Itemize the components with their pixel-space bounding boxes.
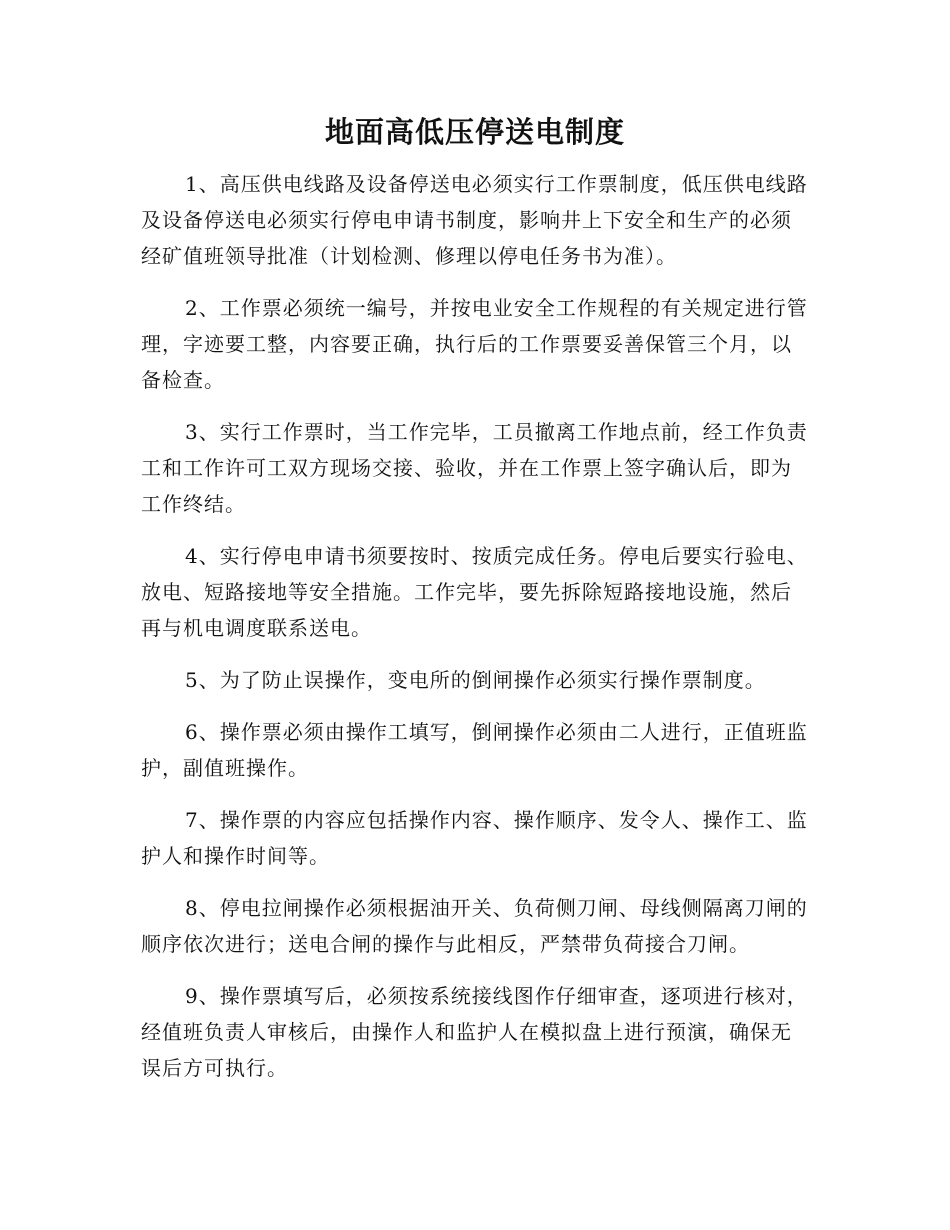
paragraph-9: 9、操作票填写后，必须按系统接线图作仔细审查，逐项进行核对，经值班负责人审核后，由操作人和监护人在模拟盘上进行预演，确保无误后方可执行。 <box>141 984 808 1080</box>
paragraph-1: 1、高压供电线路及设备停送电必须实行工作票制度，低压供电线路及设备停送电必须实行停电申请书制度，影响井上下安全和生产的必须经矿值班领导批准（计划检测、修理以停电任务书为准）。 <box>141 172 808 268</box>
paragraph-8: 8、停电拉闸操作必须根据油开关、负荷侧刀闸、母线侧隔离刀闸的顺序依次进行；送电合闸的操作与此相反，严禁带负荷接合刀闸。 <box>141 896 808 956</box>
paragraph-2: 2、工作票必须统一编号，并按电业安全工作规程的有关规定进行管理，字迹要工整，内容要正确，执行后的工作票要妥善保管三个月，以备检查。 <box>141 296 808 392</box>
paragraph-6: 6、操作票必须由操作工填写，倒闸操作必须由二人进行，正值班监护，副值班操作。 <box>141 720 808 780</box>
paragraph-4: 4、实行停电申请书须要按时、按质完成任务。停电后要实行验电、放电、短路接地等安全措施。工作完毕，要先拆除短路接地设施，然后再与机电调度联系送电。 <box>141 544 808 640</box>
paragraph-5: 5、为了防止误操作，变电所的倒闸操作必须实行操作票制度。 <box>185 668 766 692</box>
document-title: 地面高低压停送电制度 <box>324 115 625 149</box>
document-body <box>141 166 809 1086</box>
paragraph-7: 7、操作票的内容应包括操作内容、操作顺序、发令人、操作工、监护人和操作时间等。 <box>141 808 808 868</box>
paragraph-3: 3、实行工作票时，当工作完毕，工员撤离工作地点前，经工作负责工和工作许可工双方现场交接、验收，并在工作票上签字确认后，即为工作终结。 <box>141 420 808 516</box>
